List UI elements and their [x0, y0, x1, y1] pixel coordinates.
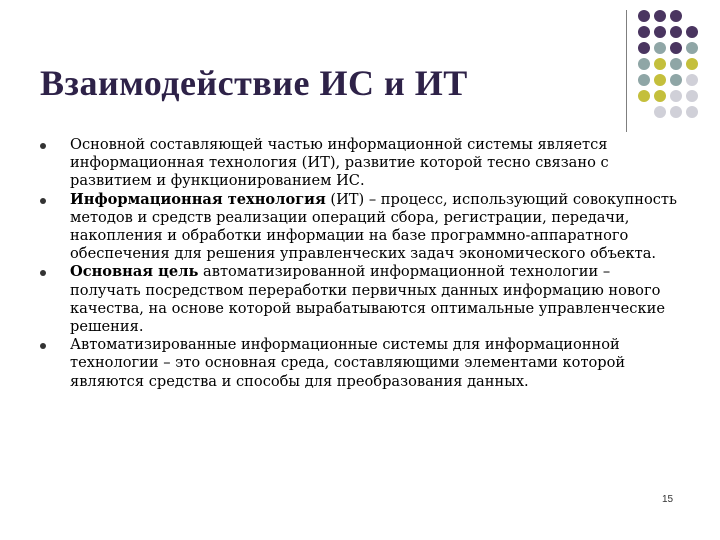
bullet-body: Автоматизированные информационные системы для информационной технологии – это основная среда, составляющими элементами которой являются средства и способы для преобразования данных. [70, 336, 626, 390]
decoration-dot [638, 42, 650, 54]
page-number: 15 [662, 494, 674, 505]
decoration-dot [670, 26, 682, 38]
decoration-dot [654, 42, 666, 54]
decoration-dot [670, 90, 682, 102]
bullet-bold: Основная цель [70, 263, 199, 281]
decoration-dot [670, 58, 682, 70]
decoration-dot [670, 10, 682, 22]
decoration-dot [654, 106, 666, 118]
decoration-dot [670, 42, 682, 54]
bullet-bold: Информационная технология [70, 190, 326, 208]
bullet-text [70, 263, 680, 336]
decoration-dot [638, 74, 650, 86]
bullet-icon [40, 336, 70, 391]
bullet-icon [40, 191, 70, 264]
slide-title: Взаимодействие ИС и ИТ [40, 63, 468, 103]
title-divider [626, 10, 627, 132]
bullet-body: Основной составляющей частью информационной системы является информационная технология (ИТ), развитие которой тесно связано с развитием и функционированием ИС. [70, 136, 609, 190]
decoration-dot [654, 26, 666, 38]
decoration-dot [654, 74, 666, 86]
decoration-dot [686, 42, 698, 54]
decoration-dot [638, 26, 650, 38]
decoration-dot [686, 106, 698, 118]
decoration-dot [686, 90, 698, 102]
decoration-dot [686, 74, 698, 86]
bullet-text [70, 336, 680, 391]
bullet-icon [40, 136, 70, 191]
decoration-dot [686, 26, 698, 38]
bullet-body: (ИТ) – процесс, использующий совокупность методов и средств реализации операций сбора, регистрации, передачи, накопления и обработки информации на базе программно-аппаратного обеспечения для решения управленческих задач экономического объекта. [70, 190, 677, 263]
bullet-list [40, 136, 680, 391]
decoration-dot [670, 106, 682, 118]
bullet-icon [40, 263, 70, 336]
decoration-dot [686, 58, 698, 70]
decoration-dot [654, 58, 666, 70]
decoration-dot [686, 10, 698, 22]
list-item [40, 136, 680, 191]
bullet-body: автоматизированной информационной технологии – получать посредством переработки первичных данных информацию нового качества, на основе которой вырабатываются оптимальные управленческие решения. [70, 263, 665, 336]
decoration-dot [654, 10, 666, 22]
decoration-dot [638, 90, 650, 102]
decoration-dot [670, 74, 682, 86]
decoration-dot [638, 58, 650, 70]
dot-grid-decoration [638, 10, 698, 118]
decoration-dot [638, 106, 650, 118]
list-item [40, 263, 680, 336]
decoration-dot [638, 10, 650, 22]
decoration-dot [654, 90, 666, 102]
bullet-text [70, 191, 680, 264]
bullet-text [70, 136, 680, 191]
list-item [40, 336, 680, 391]
list-item [40, 191, 680, 264]
